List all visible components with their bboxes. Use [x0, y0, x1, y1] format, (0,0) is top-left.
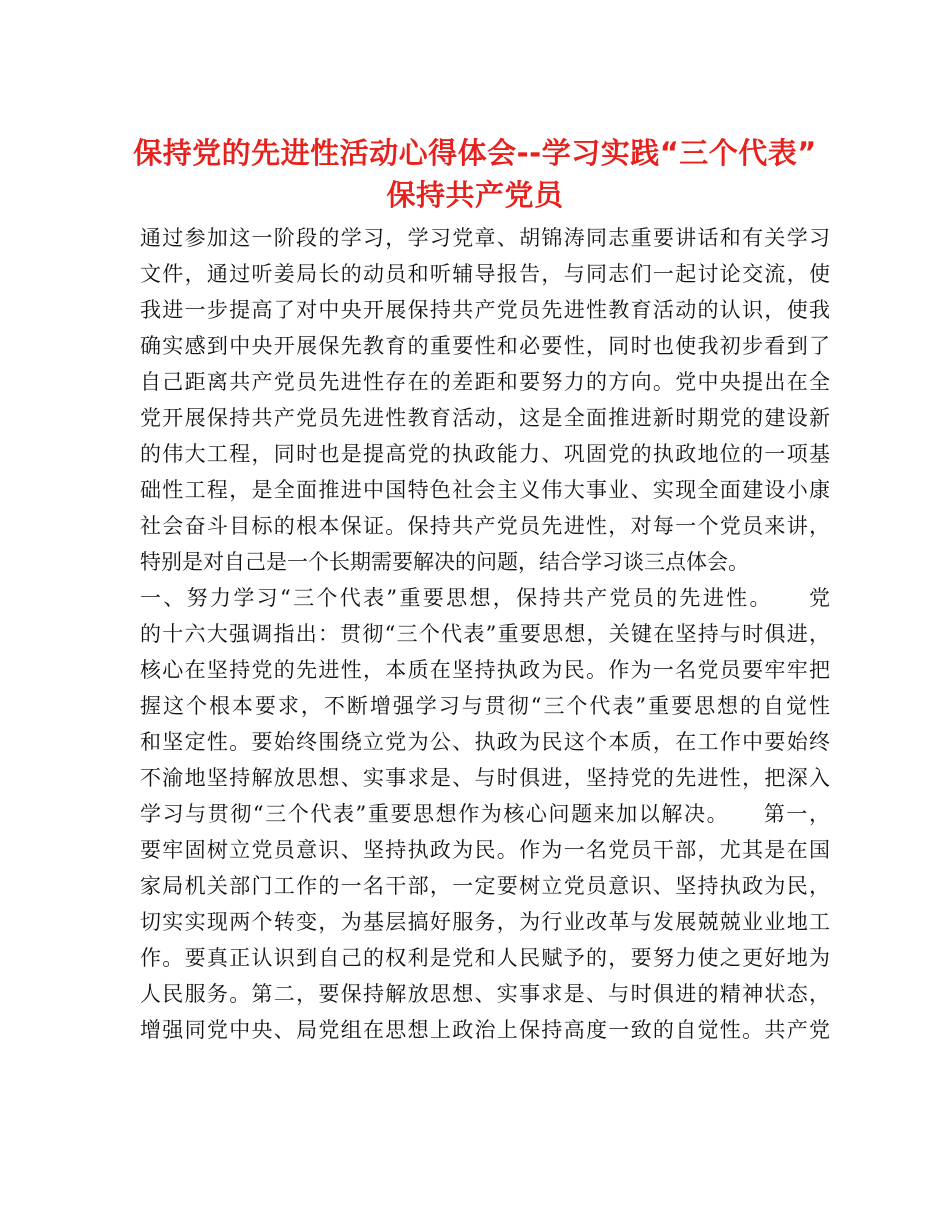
text-line: 要牢固树立党员意识、坚持执政为民。作为一名党员干部，尤其是在国 [140, 838, 830, 862]
text-line: 党开展保持共产党员先进性教育活动，这是全面推进新时期党的建设新 [140, 406, 830, 430]
text-line: 通过参加这一阶段的学习，学习党章、胡锦涛同志重要讲话和有关学习 [140, 226, 830, 250]
text-line: 自己距离共产党员先进性存在的差距和要努力的方向。党中央提出在全 [140, 370, 830, 394]
text-line: 的伟大工程，同时也是提高党的执政能力、巩固党的执政地位的一项基 [140, 442, 830, 466]
text-line: 握这个根本要求，不断增强学习与贯彻“三个代表”重要思想的自觉性 [140, 694, 830, 718]
text-line: 人民服务。第二，要保持解放思想、实事求是、与时俱进的精神状态， [140, 982, 830, 1006]
text-line: 和坚定性。要始终围绕立党为公、执政为民这个本质，在工作中要始终 [140, 730, 830, 754]
text-line: 增强同党中央、局党组在思想上政治上保持高度一致的自觉性。共产党 [140, 1018, 830, 1042]
text-line: 切实实现两个转变，为基层搞好服务，为行业改革与发展兢兢业业地工 [140, 910, 830, 934]
text-line: 作。要真正认识到自己的权利是党和人民赋予的，要努力使之更好地为 [140, 946, 830, 970]
title-line-2: 保持共产党员 [386, 178, 564, 212]
text-line: 一、努力学习“三个代表”重要思想，保持共产党员的先进性。 党 [140, 586, 830, 610]
text-line: 我进一步提高了对中央开展保持共产党员先进性教育活动的认识，使我 [140, 298, 830, 322]
title-line-1: 保持党的先进性活动心得体会--学习实践“三个代表” [133, 136, 817, 170]
text-line: 确实感到中央开展保先教育的重要性和必要性，同时也使我初步看到了 [140, 334, 830, 358]
text-line: 核心在坚持党的先进性，本质在坚持执政为民。作为一名党员要牢牢把 [140, 658, 830, 682]
text-line: 础性工程，是全面推进中国特色社会主义伟大事业、实现全面建设小康 [140, 478, 830, 502]
text-line: 的十六大强调指出：贯彻“三个代表”重要思想，关键在坚持与时俱进， [140, 622, 830, 646]
text-line: 文件，通过听姜局长的动员和听辅导报告，与同志们一起讨论交流，使 [140, 262, 830, 286]
text-line: 学习与贯彻“三个代表”重要思想作为核心问题来加以解决。 第一， [140, 802, 830, 826]
text-line: 不渝地坚持解放思想、实事求是、与时俱进，坚持党的先进性，把深入 [140, 766, 830, 790]
text-line: 社会奋斗目标的根本保证。保持共产党员先进性，对每一个党员来讲， [140, 514, 830, 538]
text-line: 家局机关部门工作的一名干部，一定要树立党员意识、坚持执政为民， [140, 874, 830, 898]
text-line: 特别是对自己是一个长期需要解决的问题，结合学习谈三点体会。 [140, 550, 749, 574]
